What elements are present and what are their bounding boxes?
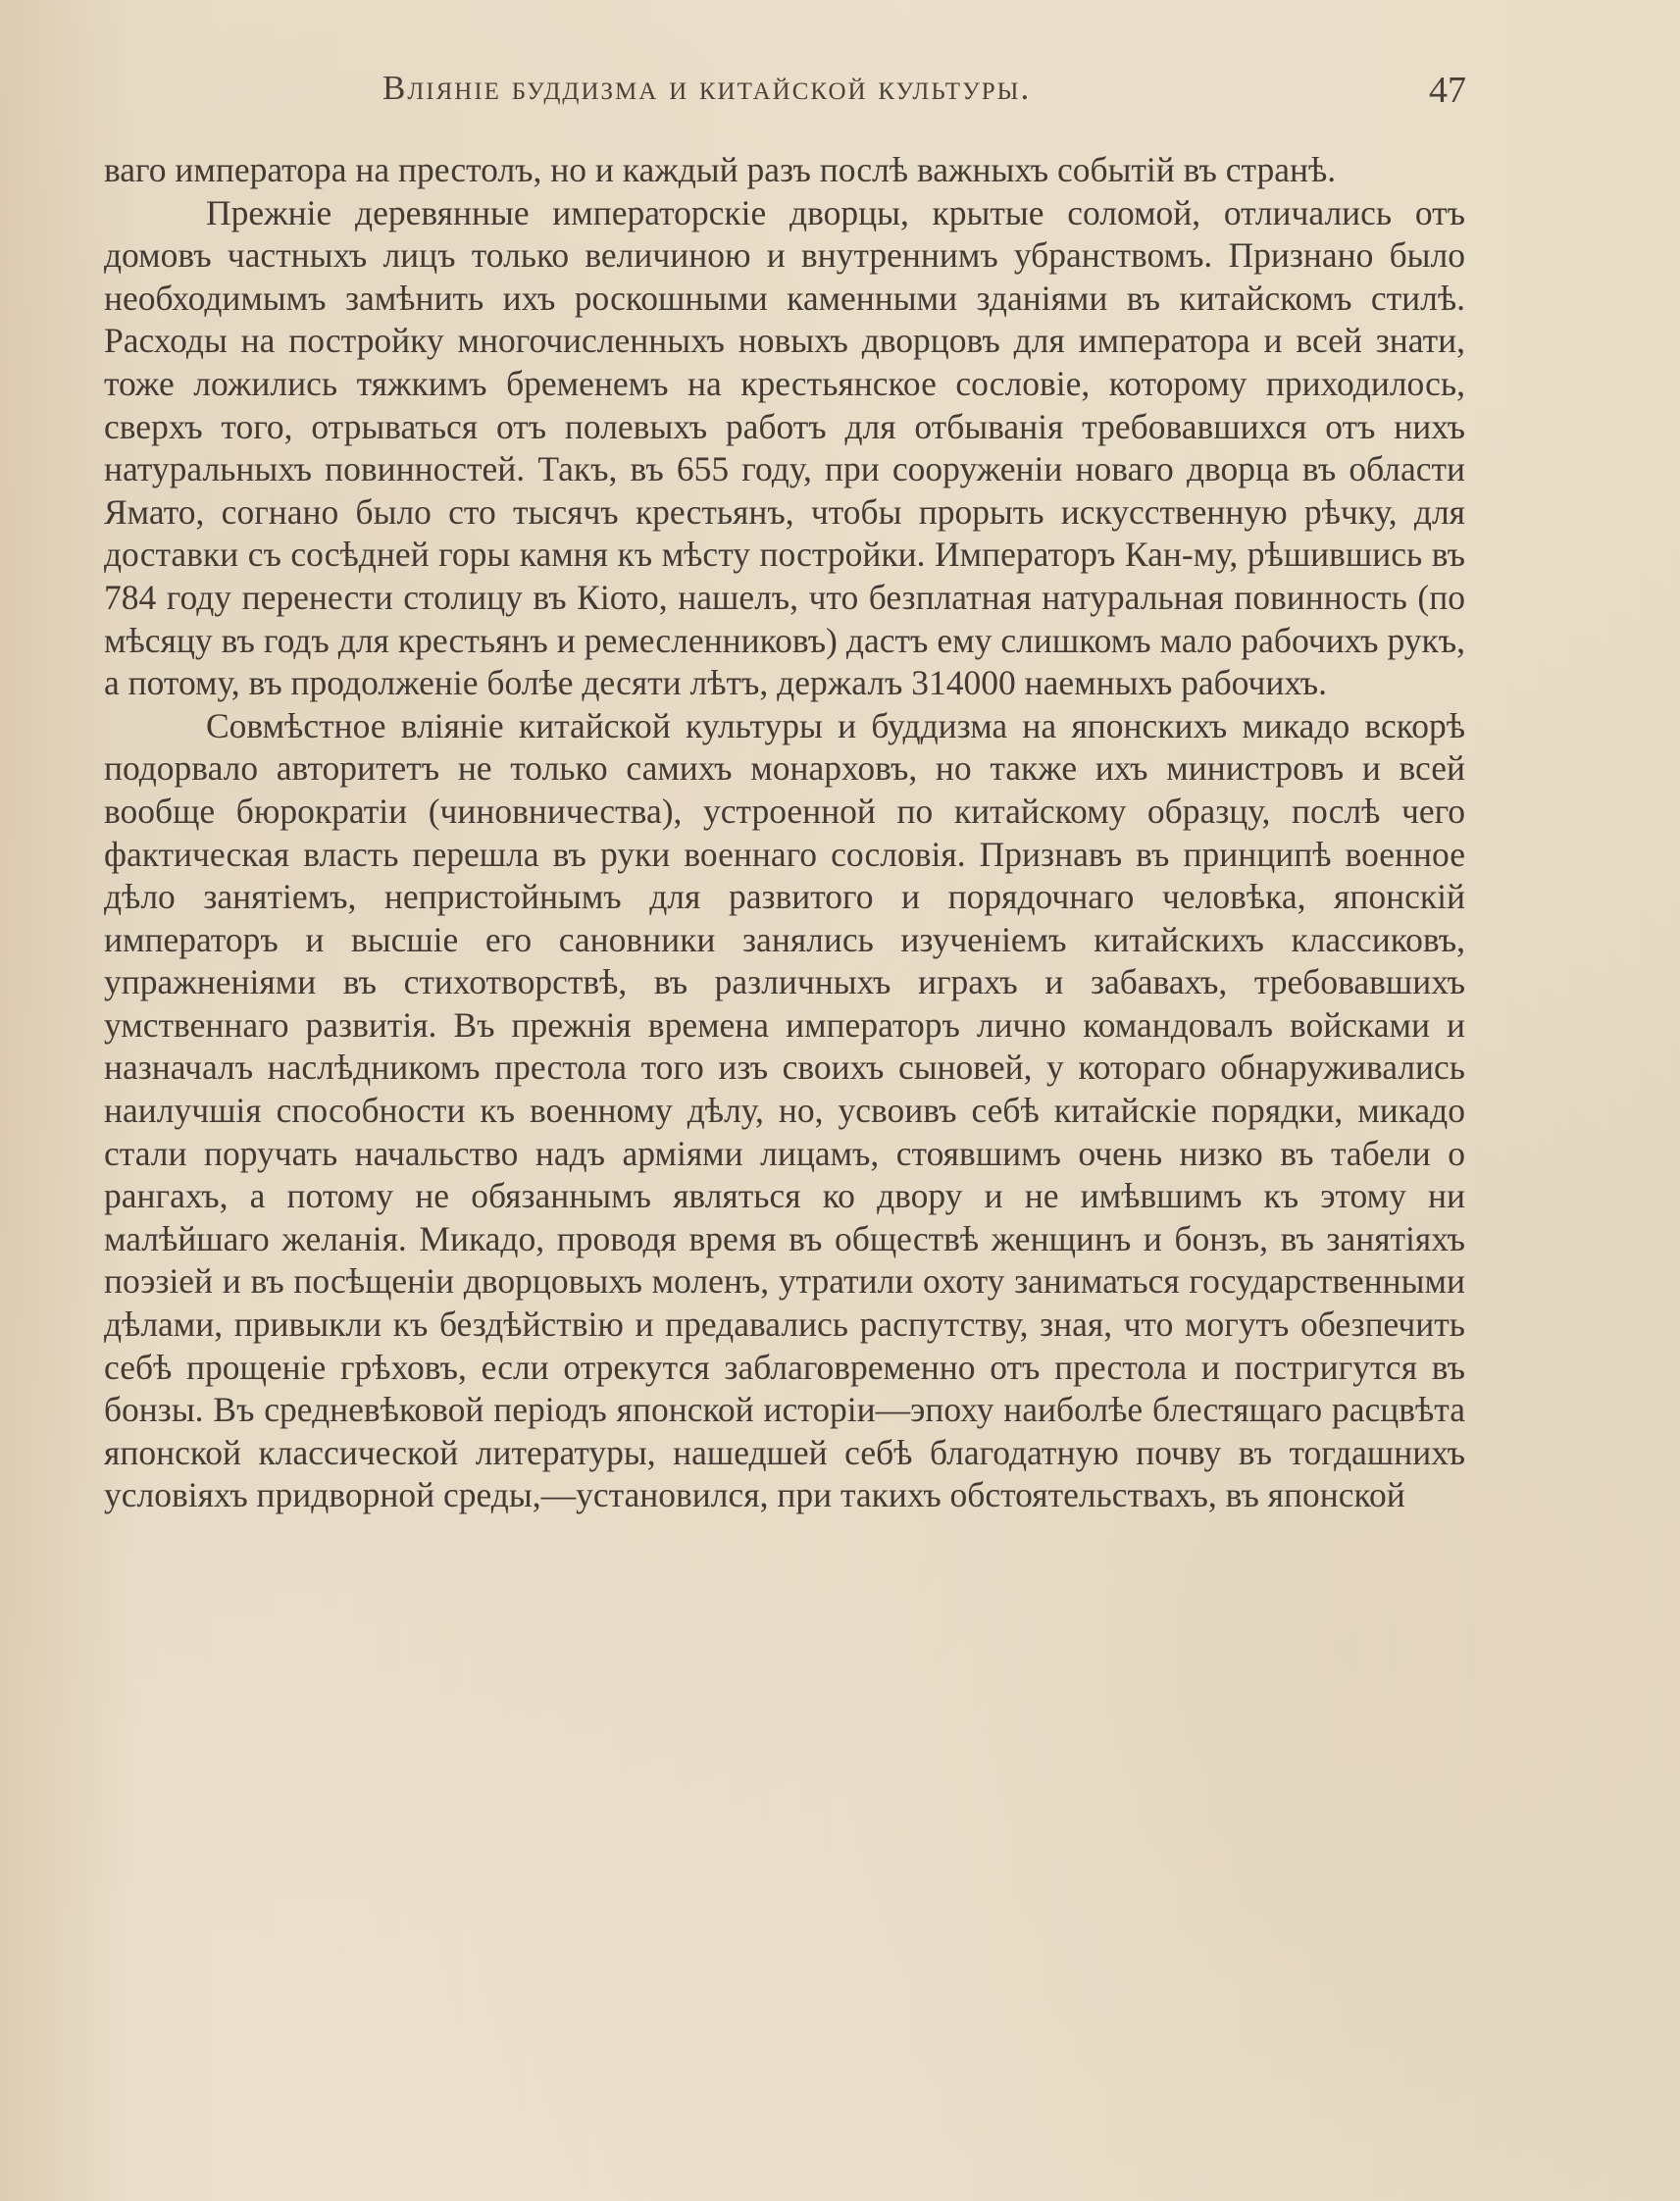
paragraph-continued: ваго императора на престолъ, но и каждый разъ послѣ важныхъ событій въ странѣ. <box>104 150 1337 189</box>
paragraph-influence: Совмѣстное вліяніе китайской культуры и буддизма на японскихъ микадо вскорѣ подорвало авторитетъ не только самихъ монарховъ, но также ихъ министровъ и всей вообще бюрократіи (чиновничества), устроенной по китайскому образцу, послѣ чего фактическая власть перешла въ руки военнаго сословія. Признавъ въ принципѣ военное дѣло занятіемъ, непристойнымъ для развитого и порядочнаго человѣка, японскій императоръ и высшіе его сановники занялись изученіемъ китайскихъ классиковъ, упражненіями въ стихотворствѣ, въ различныхъ играхъ и забавахъ, требовавшихъ умственнаго развитія. Въ прежнія времена императоръ лично командовалъ войсками и назначалъ наслѣдникомъ престола того изъ своихъ сыновей, у котораго обнаруживались наилучшія способности къ военному дѣлу, но, усвоивъ себѣ китайскіе порядки, микадо стали поручать начальство надъ арміями лицамъ, стоявшимъ очень низко въ табели о рангахъ, а потому не обязаннымъ являться ко двору и не имѣвшимъ къ этому ни малѣйшаго желанія. Микадо, проводя время въ обществѣ женщинъ и бонзъ, въ занятіяхъ поэзіей и въ посѣщеніи дворцовыхъ моленъ, утратили охоту заниматься государственными дѣлами, привыкли къ бездѣйствію и предавались распутству, зная, что могутъ обезпечить себѣ прощеніе грѣховъ, если отрекутся заблаговременно отъ престола и постригутся въ бонзы. Въ средневѣковой періодъ японской исторіи—эпоху наиболѣе блестящаго расцвѣта японской классической литературы, нашедшей себѣ благодатную почву въ тогдашнихъ условіяхъ придворной среды,—установился, при такихъ обстоятельствахъ, въ японской <box>104 705 1465 1515</box>
page-header <box>98 69 1466 118</box>
body-text <box>104 149 1465 1517</box>
running-title: Вліяніе буддизма и китайской культуры. <box>382 69 1032 107</box>
paragraph-palaces: Прежніе деревянные императорскіе дворцы, крытые соломой, отличались отъ домовъ частныхъ лицъ только величиною и внутреннимъ убранствомъ. Признано было необходимымъ замѣнить ихъ роскошными каменными зданіями въ китайскомъ стилѣ. Расходы на постройку многочисленныхъ новыхъ дворцовъ для императора и всей знати, тоже ложились тяжкимъ бременемъ на крестьянское сословіе, которому приходилось, сверхъ того, отрываться отъ полевыхъ работъ для отбыванія требовавшихся отъ нихъ натуральныхъ повинностей. Такъ, въ 655 году, при сооруженіи новаго дворца въ области Ямато, согнано было сто тысячъ крестьянъ, чтобы прорыть искусственную рѣчку, для доставки съ сосѣдней горы камня къ мѣсту постройки. Императоръ Кан-му, рѣшившись въ 784 году перенести столицу въ Кіото, нашелъ, что безплатная натуральная повинность (по мѣсяцу въ годъ для крестьянъ и ремесленниковъ) дастъ ему слишкомъ мало рабочихъ рукъ, а потому, въ продолженіе болѣе десяти лѣтъ, держалъ 314000 наемныхъ рабочихъ. <box>104 192 1465 703</box>
page-number: 47 <box>1429 70 1466 111</box>
